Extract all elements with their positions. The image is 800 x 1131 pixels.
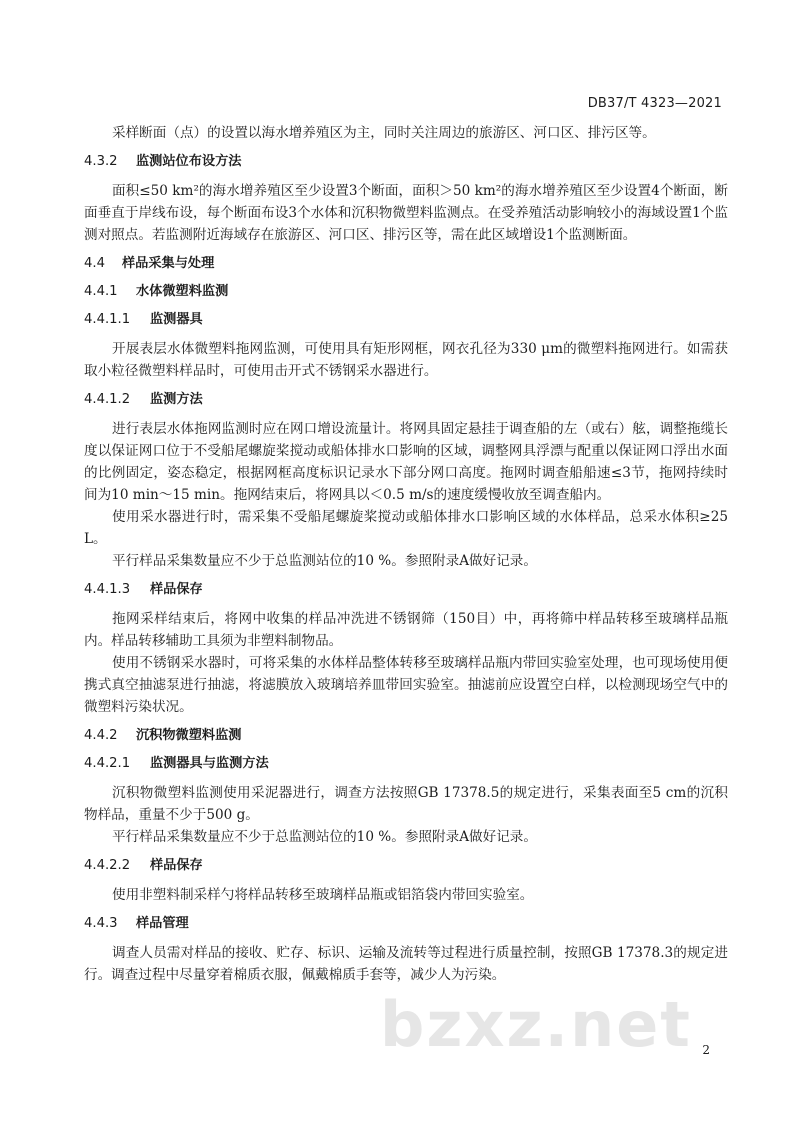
section-heading-4-4-1-1: 4.4.1.1 监测器具 [84,312,203,327]
paragraph: 平行样品采集数量应不少于总监测站位的10 %。参照附录A做好记录。 [112,829,537,845]
document-body [84,122,728,986]
page-number: 2 [702,1043,710,1057]
paragraph: 拖网采样结束后，将网中收集的样品冲洗进不锈钢筛（150目）中，再将筛中样品转移至玻璃样品瓶内。样品转移辅助工具须为非塑料制物品。 [84,611,728,649]
section-heading-4-4-2: 4.4.2 沉积物微塑料监测 [84,728,242,743]
section-heading-4-4-1-2: 4.4.1.2 监测方法 [84,392,203,407]
section-heading-4-4-1-3: 4.4.1.3 样品保存 [84,582,203,597]
paragraph: 面积≤50 km²的海水增养殖区至少设置3个断面，面积＞50 km²的海水增养殖区至少设置4个断面，断面垂直于岸线布设，每个断面布设3个水体和沉积物微塑料监测点。在受养殖活动影响较小的海域设置1个监测对照点。若监测附近海域存在旅游区、河口区、排污区等，需在此区域增设1个监测断面。 [84,183,728,243]
paragraph: 开展表层水体微塑料拖网监测，可使用具有矩形网框，网衣孔径为330 μm的微塑料拖网进行。如需获取小粒径微塑料样品时，可使用击开式不锈钢采水器进行。 [84,341,728,379]
paragraph: 调查人员需对样品的接收、贮存、标识、运输及流转等过程进行质量控制，按照GB 17378.3的规定进行。调查过程中尽量穿着棉质衣服，佩戴棉质手套等，减少人为污染。 [84,945,728,983]
paragraph: 平行样品采集数量应不少于总监测站位的10 %。参照附录A做好记录。 [112,553,537,569]
paragraph: 进行表层水体拖网监测时应在网口增设流量计。将网具固定悬挂于调查船的左（或右）舷，调整拖缆长度以保证网口位于不受船尾螺旋桨搅动或船体排水口影响的区域，调整网具浮漂与配重以保证网口浮出水面的比例固定，姿态稳定，根据网框高度标识记录水下部分网口高度。拖网时调查船船速≤3节，拖网持续时间为10 min～15 min。拖网结束后，将网具以＜0.5 m/s的速度缓慢收放至调查船内。 [84,421,728,503]
paragraph: 沉积物微塑料监测使用采泥器进行，调查方法按照GB 17378.5的规定进行，采集表面至5 cm的沉积物样品，重量不少于500 g。 [84,785,728,823]
section-heading-4-4-2-1: 4.4.2.1 监测器具与监测方法 [84,756,269,771]
standard-code: DB37/T 4323—2021 [587,96,722,111]
section-heading-4-4-3: 4.4.3 样品管理 [84,916,189,931]
watermark: bzxz.net [380,988,692,1061]
paragraph: 使用非塑料制采样勺将样品转移至玻璃样品瓶或铝箔袋内带回实验室。 [112,887,534,903]
paragraph: 使用采水器进行时，需采集不受船尾螺旋桨搅动或船体排水口影响区域的水体样品，总采水体积≥25 L。 [84,509,728,547]
section-heading-4-4-1: 4.4.1 水体微塑料监测 [84,284,229,299]
section-heading-4-4-2-2: 4.4.2.2 样品保存 [84,858,203,873]
section-heading-4-3-2: 4.3.2 监测站位布设方法 [84,154,242,169]
section-heading-4-4: 4.4 样品采集与处理 [84,256,215,271]
paragraph: 采样断面（点）的设置以海水增养殖区为主，同时关注周边的旅游区、河口区、排污区等。 [112,125,656,141]
paragraph: 使用不锈钢采水器时，可将采集的水体样品整体转移至玻璃样品瓶内带回实验室处理，也可现场使用便携式真空抽滤泵进行抽滤，将滤膜放入玻璃培养皿带回实验室。抽滤前应设置空白样，以检测现场空气中的微塑料污染状况。 [84,655,728,715]
